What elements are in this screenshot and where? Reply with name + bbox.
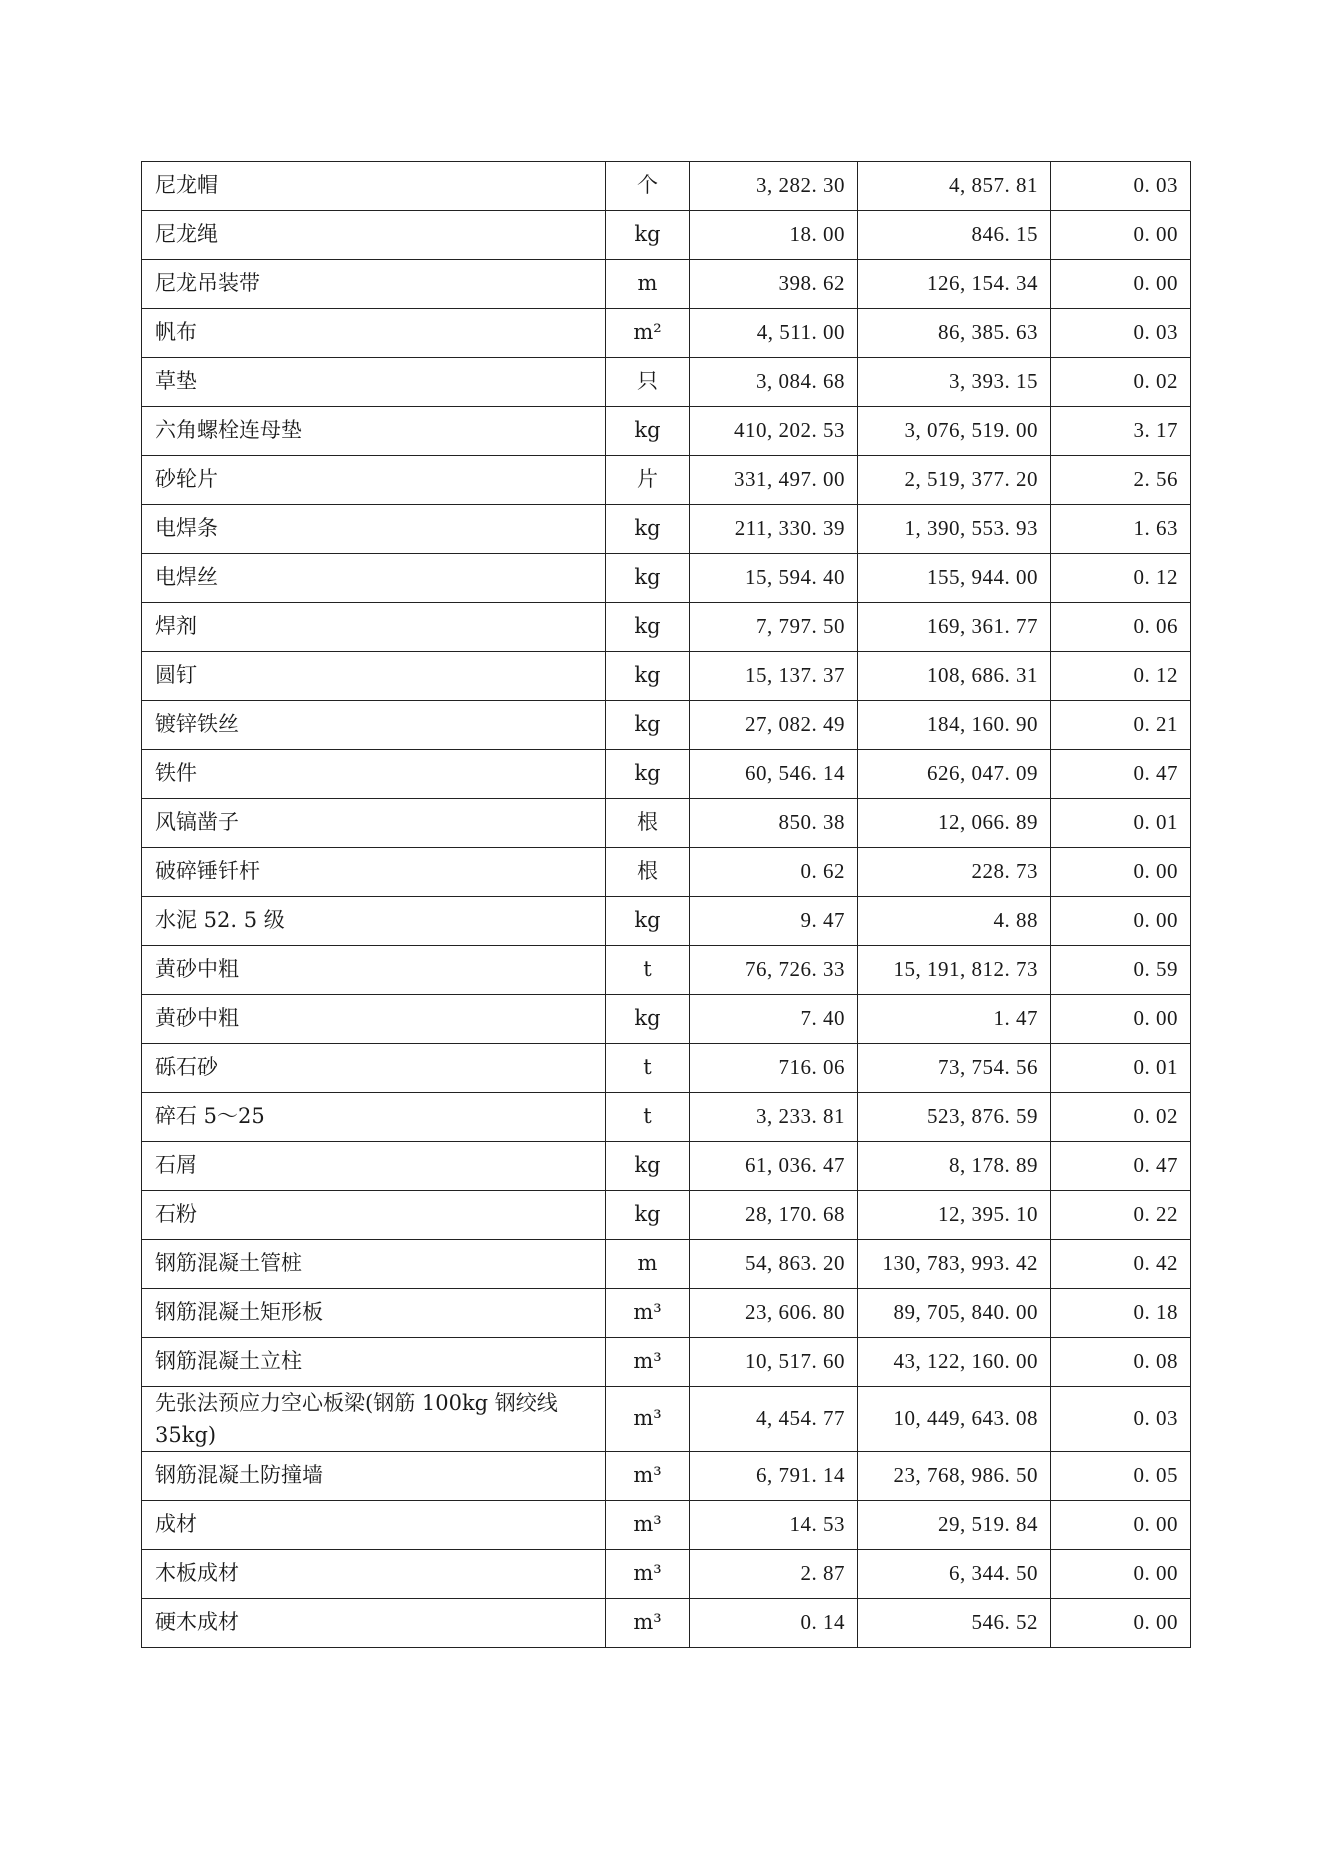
table-row xyxy=(142,505,1191,554)
unit-cell: t xyxy=(606,1093,690,1142)
unit-cell: kg xyxy=(606,652,690,701)
amount-cell: 169, 361. 77 xyxy=(858,603,1051,652)
quantity-cell: 2. 87 xyxy=(690,1550,858,1599)
quantity-cell: 61, 036. 47 xyxy=(690,1142,858,1191)
material-name-cell: 尼龙吊装带 xyxy=(142,260,606,309)
amount-cell: 126, 154. 34 xyxy=(858,260,1051,309)
material-name-cell: 碎石 5～25 xyxy=(142,1093,606,1142)
material-name-cell: 先张法预应力空心板梁(钢筋 100kg 钢绞线 35kg) xyxy=(142,1387,606,1452)
material-name-cell: 钢筋混凝土防撞墙 xyxy=(142,1452,606,1501)
percent-cell: 0. 06 xyxy=(1051,603,1191,652)
table-row xyxy=(142,946,1191,995)
table-row xyxy=(142,1338,1191,1387)
percent-cell: 0. 00 xyxy=(1051,848,1191,897)
unit-cell: kg xyxy=(606,1142,690,1191)
unit-cell: 根 xyxy=(606,848,690,897)
quantity-cell: 850. 38 xyxy=(690,799,858,848)
material-name-cell: 木板成材 xyxy=(142,1550,606,1599)
table-row xyxy=(142,750,1191,799)
material-name-cell: 黄砂中粗 xyxy=(142,995,606,1044)
unit-cell: m³ xyxy=(606,1452,690,1501)
quantity-cell: 6, 791. 14 xyxy=(690,1452,858,1501)
unit-cell: m xyxy=(606,260,690,309)
percent-cell: 0. 08 xyxy=(1051,1338,1191,1387)
unit-cell: kg xyxy=(606,701,690,750)
material-name-cell: 镀锌铁丝 xyxy=(142,701,606,750)
quantity-cell: 10, 517. 60 xyxy=(690,1338,858,1387)
material-name-cell: 石屑 xyxy=(142,1142,606,1191)
unit-cell: t xyxy=(606,1044,690,1093)
table-row xyxy=(142,456,1191,505)
quantity-cell: 0. 62 xyxy=(690,848,858,897)
unit-cell: m² xyxy=(606,309,690,358)
percent-cell: 0. 47 xyxy=(1051,1142,1191,1191)
amount-cell: 15, 191, 812. 73 xyxy=(858,946,1051,995)
amount-cell: 155, 944. 00 xyxy=(858,554,1051,603)
material-name-cell: 尼龙帽 xyxy=(142,162,606,211)
material-name-cell: 水泥 52. 5 级 xyxy=(142,897,606,946)
percent-cell: 0. 02 xyxy=(1051,1093,1191,1142)
table-row xyxy=(142,701,1191,750)
material-name-cell: 电焊条 xyxy=(142,505,606,554)
unit-cell: kg xyxy=(606,211,690,260)
material-name-cell: 成材 xyxy=(142,1501,606,1550)
amount-cell: 73, 754. 56 xyxy=(858,1044,1051,1093)
quantity-cell: 331, 497. 00 xyxy=(690,456,858,505)
amount-cell: 6, 344. 50 xyxy=(858,1550,1051,1599)
amount-cell: 29, 519. 84 xyxy=(858,1501,1051,1550)
percent-cell: 1. 63 xyxy=(1051,505,1191,554)
quantity-cell: 211, 330. 39 xyxy=(690,505,858,554)
table-row xyxy=(142,1142,1191,1191)
material-name-cell: 钢筋混凝土管桩 xyxy=(142,1240,606,1289)
amount-cell: 130, 783, 993. 42 xyxy=(858,1240,1051,1289)
quantity-cell: 15, 137. 37 xyxy=(690,652,858,701)
material-name-cell: 石粉 xyxy=(142,1191,606,1240)
table-row xyxy=(142,1044,1191,1093)
amount-cell: 4. 88 xyxy=(858,897,1051,946)
percent-cell: 0. 00 xyxy=(1051,1501,1191,1550)
quantity-cell: 398. 62 xyxy=(690,260,858,309)
table-row xyxy=(142,1093,1191,1142)
table-row xyxy=(142,211,1191,260)
quantity-cell: 7, 797. 50 xyxy=(690,603,858,652)
unit-cell: 个 xyxy=(606,162,690,211)
unit-cell: m³ xyxy=(606,1387,690,1452)
unit-cell: kg xyxy=(606,750,690,799)
table-row xyxy=(142,407,1191,456)
table-row xyxy=(142,603,1191,652)
percent-cell: 0. 03 xyxy=(1051,309,1191,358)
material-name-cell: 风镐凿子 xyxy=(142,799,606,848)
table-row xyxy=(142,1289,1191,1338)
table-row xyxy=(142,260,1191,309)
quantity-cell: 76, 726. 33 xyxy=(690,946,858,995)
material-name-cell: 钢筋混凝土立柱 xyxy=(142,1338,606,1387)
quantity-cell: 60, 546. 14 xyxy=(690,750,858,799)
amount-cell: 546. 52 xyxy=(858,1599,1051,1648)
quantity-cell: 4, 511. 00 xyxy=(690,309,858,358)
table-row xyxy=(142,1452,1191,1501)
unit-cell: m xyxy=(606,1240,690,1289)
quantity-cell: 3, 084. 68 xyxy=(690,358,858,407)
amount-cell: 1. 47 xyxy=(858,995,1051,1044)
percent-cell: 0. 21 xyxy=(1051,701,1191,750)
amount-cell: 12, 066. 89 xyxy=(858,799,1051,848)
quantity-cell: 4, 454. 77 xyxy=(690,1387,858,1452)
quantity-cell: 15, 594. 40 xyxy=(690,554,858,603)
material-name-cell: 六角螺栓连母垫 xyxy=(142,407,606,456)
unit-cell: m³ xyxy=(606,1338,690,1387)
percent-cell: 0. 42 xyxy=(1051,1240,1191,1289)
quantity-cell: 3, 282. 30 xyxy=(690,162,858,211)
unit-cell: kg xyxy=(606,603,690,652)
percent-cell: 0. 05 xyxy=(1051,1452,1191,1501)
quantity-cell: 23, 606. 80 xyxy=(690,1289,858,1338)
amount-cell: 8, 178. 89 xyxy=(858,1142,1051,1191)
table-row xyxy=(142,358,1191,407)
unit-cell: kg xyxy=(606,407,690,456)
material-name-cell: 尼龙绳 xyxy=(142,211,606,260)
table-row xyxy=(142,1599,1191,1648)
table-row xyxy=(142,1240,1191,1289)
table-row xyxy=(142,1191,1191,1240)
material-name-cell: 焊剂 xyxy=(142,603,606,652)
unit-cell: 片 xyxy=(606,456,690,505)
unit-cell: kg xyxy=(606,1191,690,1240)
quantity-cell: 9. 47 xyxy=(690,897,858,946)
amount-cell: 3, 076, 519. 00 xyxy=(858,407,1051,456)
unit-cell: kg xyxy=(606,897,690,946)
percent-cell: 0. 18 xyxy=(1051,1289,1191,1338)
amount-cell: 1, 390, 553. 93 xyxy=(858,505,1051,554)
material-name-cell: 硬木成材 xyxy=(142,1599,606,1648)
percent-cell: 0. 00 xyxy=(1051,1599,1191,1648)
table-row xyxy=(142,1387,1191,1452)
percent-cell: 0. 12 xyxy=(1051,652,1191,701)
amount-cell: 43, 122, 160. 00 xyxy=(858,1338,1051,1387)
percent-cell: 0. 00 xyxy=(1051,897,1191,946)
percent-cell: 0. 47 xyxy=(1051,750,1191,799)
percent-cell: 0. 22 xyxy=(1051,1191,1191,1240)
unit-cell: kg xyxy=(606,995,690,1044)
percent-cell: 0. 00 xyxy=(1051,995,1191,1044)
unit-cell: kg xyxy=(606,554,690,603)
material-name-cell: 帆布 xyxy=(142,309,606,358)
percent-cell: 0. 01 xyxy=(1051,1044,1191,1093)
table-row xyxy=(142,848,1191,897)
amount-cell: 2, 519, 377. 20 xyxy=(858,456,1051,505)
table-row xyxy=(142,897,1191,946)
material-name-cell: 破碎锤钎杆 xyxy=(142,848,606,897)
quantity-cell: 14. 53 xyxy=(690,1501,858,1550)
table-row xyxy=(142,554,1191,603)
table-row xyxy=(142,1501,1191,1550)
amount-cell: 12, 395. 10 xyxy=(858,1191,1051,1240)
percent-cell: 3. 17 xyxy=(1051,407,1191,456)
material-name-cell: 电焊丝 xyxy=(142,554,606,603)
material-name-cell: 圆钉 xyxy=(142,652,606,701)
amount-cell: 10, 449, 643. 08 xyxy=(858,1387,1051,1452)
quantity-cell: 716. 06 xyxy=(690,1044,858,1093)
quantity-cell: 410, 202. 53 xyxy=(690,407,858,456)
quantity-cell: 18. 00 xyxy=(690,211,858,260)
material-name-cell: 草垫 xyxy=(142,358,606,407)
quantity-cell: 28, 170. 68 xyxy=(690,1191,858,1240)
quantity-cell: 3, 233. 81 xyxy=(690,1093,858,1142)
percent-cell: 0. 03 xyxy=(1051,162,1191,211)
quantity-cell: 7. 40 xyxy=(690,995,858,1044)
amount-cell: 4, 857. 81 xyxy=(858,162,1051,211)
amount-cell: 23, 768, 986. 50 xyxy=(858,1452,1051,1501)
table-row xyxy=(142,799,1191,848)
amount-cell: 523, 876. 59 xyxy=(858,1093,1051,1142)
quantity-cell: 0. 14 xyxy=(690,1599,858,1648)
percent-cell: 0. 00 xyxy=(1051,260,1191,309)
unit-cell: m³ xyxy=(606,1501,690,1550)
percent-cell: 0. 59 xyxy=(1051,946,1191,995)
amount-cell: 626, 047. 09 xyxy=(858,750,1051,799)
percent-cell: 0. 03 xyxy=(1051,1387,1191,1452)
percent-cell: 0. 02 xyxy=(1051,358,1191,407)
amount-cell: 184, 160. 90 xyxy=(858,701,1051,750)
materials-table xyxy=(141,161,1191,1648)
quantity-cell: 54, 863. 20 xyxy=(690,1240,858,1289)
amount-cell: 89, 705, 840. 00 xyxy=(858,1289,1051,1338)
percent-cell: 2. 56 xyxy=(1051,456,1191,505)
unit-cell: 根 xyxy=(606,799,690,848)
amount-cell: 228. 73 xyxy=(858,848,1051,897)
unit-cell: m³ xyxy=(606,1599,690,1648)
table-row xyxy=(142,652,1191,701)
unit-cell: m³ xyxy=(606,1289,690,1338)
unit-cell: m³ xyxy=(606,1550,690,1599)
table-row xyxy=(142,309,1191,358)
percent-cell: 0. 00 xyxy=(1051,211,1191,260)
unit-cell: t xyxy=(606,946,690,995)
material-name-cell: 砂轮片 xyxy=(142,456,606,505)
table-body xyxy=(142,162,1191,1648)
amount-cell: 3, 393. 15 xyxy=(858,358,1051,407)
material-name-cell: 黄砂中粗 xyxy=(142,946,606,995)
unit-cell: kg xyxy=(606,505,690,554)
material-name-cell: 砾石砂 xyxy=(142,1044,606,1093)
amount-cell: 108, 686. 31 xyxy=(858,652,1051,701)
material-name-cell: 铁件 xyxy=(142,750,606,799)
unit-cell: 只 xyxy=(606,358,690,407)
material-name-cell: 钢筋混凝土矩形板 xyxy=(142,1289,606,1338)
amount-cell: 86, 385. 63 xyxy=(858,309,1051,358)
table-row xyxy=(142,1550,1191,1599)
table-row xyxy=(142,162,1191,211)
amount-cell: 846. 15 xyxy=(858,211,1051,260)
percent-cell: 0. 00 xyxy=(1051,1550,1191,1599)
percent-cell: 0. 12 xyxy=(1051,554,1191,603)
table-row xyxy=(142,995,1191,1044)
quantity-cell: 27, 082. 49 xyxy=(690,701,858,750)
percent-cell: 0. 01 xyxy=(1051,799,1191,848)
